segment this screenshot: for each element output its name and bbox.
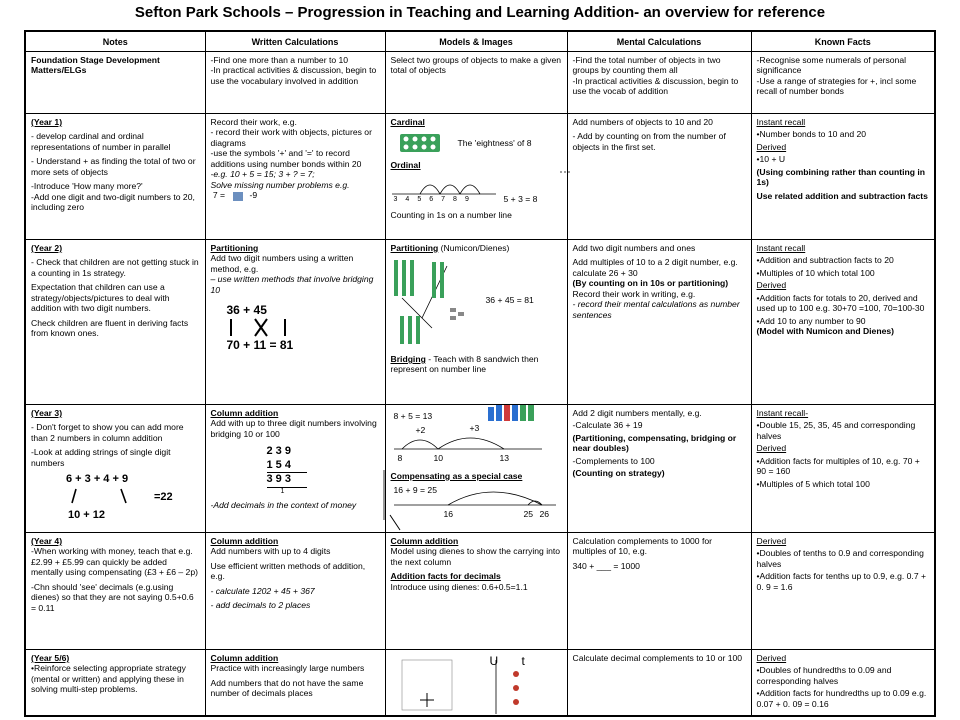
year4-models: Column addition Model using dienes to show the carrying into the next column Addition facts for decimals Introduce using dienes: 0.6+0.5=1.1 (385, 533, 567, 650)
year1-written: Record their work, e.g. - record their work with objects, pictures or diagrams -use the symbols '+' and '=' to record additions using number bonds within 20 -e.g. 10 + 5 = 15; 3 + ? = 7; Solve missing number problems e.g. 7 = -9 (205, 114, 385, 240)
partition-sketch-bottom: 70 + 11 = 81 (226, 338, 294, 353)
foundation-mental: -Find the total number of objects in two groups by counting them all -In practical activities & discussion, begin to use the vocab of addition (567, 52, 751, 114)
ordinal-caption: Counting in 1s on a number line (390, 210, 512, 220)
row-year56 (25, 650, 935, 716)
number-line-ticks: 3 4 5 6 7 8 9 (393, 196, 469, 203)
page-title: Sefton Park Schools – Progression in Teaching and Learning Addition- an overview for reference (134, 4, 826, 21)
foundation-notes: Foundation Stage Development Matters/ELGs (25, 52, 205, 114)
year2-facts: Instant recall • Addition and subtraction facts to 20 • Multiples of 10 which total 100 Derived • Addition facts for totals to 20, derived and used up to 100 e.g. 30+70 =100, 70=100-30 • Add 10 to any number to 90 (Model with Numicon and Dienes) (751, 240, 935, 405)
string-sum-bottom: 10 + 12 (68, 509, 106, 521)
bridging-sum: 8 + 5 = 13 (393, 411, 433, 421)
numicon-eight-icon (400, 134, 440, 152)
string-sum-lines-icon (66, 487, 156, 505)
year4-written: Column addition Add numbers with up to 4 digits Use efficient written methods of addition, e.g. - calculate 1202 + 45 + 367 - add decimals to 2 places (205, 533, 385, 650)
year56-written: Column addition Practice with increasingly large numbers Add numbers that do not have the same number of decimals places (205, 650, 385, 716)
partition-sum: 36 + 45 = 81 (485, 295, 534, 305)
year2-models: Partitioning (Numicon/Dienes) 36 + 45 = 81 Bridging - Teach with 8 sandwich then represent on number line (385, 240, 567, 405)
missing-number-box (233, 192, 243, 201)
year3-mental: Add 2 digit numbers mentally, e.g. -Calculate 36 + 19 (Partitioning, compensating, bridging or near doubles) -Complements to 100 (Counting on strategy) (567, 405, 751, 533)
year2-mental: Add two digit numbers and ones Add multiples of 10 to a 2 digit number, e.g. calculate 26 + 30 (By counting on in 10s or partitioning) Record their work in writing, e.g. - record their mental calculations as number sentences (567, 240, 751, 405)
tenths-label: t (521, 654, 525, 668)
ordinal-label: Ordinal (390, 160, 421, 170)
year2-notes: (Year 2) - Check that children are not getting stuck in a counting in 1s strategy. Expectation that children can use a strategy/objects/pictures to deal with addition with two digit numbers. Check children are fluent in deriving facts from known ones. (25, 240, 205, 405)
year4-facts: Derived • Doubles of tenths to 0.9 and corresponding halves • Addition facts for tenths up to 0.9, e.g. 0.7 + 0. 9 = 1.6 (751, 533, 935, 650)
header-row (25, 31, 935, 52)
header-notes: Notes (25, 31, 205, 52)
units-label: U (489, 654, 499, 668)
header-models: Models & Images (385, 31, 567, 52)
row-year2 (25, 240, 935, 405)
year3-written: Column addition Add with up to three digit numbers involving bridging 10 or 100 2 3 9 1 5 4 3 9 3 1 -Add decimals in the context of money (205, 405, 385, 533)
header-facts: Known Facts (751, 31, 935, 52)
header-mental: Mental Calculations (567, 31, 751, 52)
string-sum-equals: =22 (154, 491, 173, 503)
eightness-label: The 'eightness' of 8 (457, 138, 532, 148)
year3-facts: Instant recall- • Double 15, 25, 35, 45 and corresponding halves Derived • Addition facts for multiples of 10, e.g. 70 + 90 = 160 • Multiples of 5 which total 100 (751, 405, 935, 533)
dienes-partition-icon (392, 258, 472, 346)
row-year3 (25, 405, 935, 533)
foundation-facts: -Recognise some numerals of personal significance -Use a range of strategies for +, incl some recall of number bonds (751, 52, 935, 114)
foundation-models: Select two groups of objects to make a given total of objects (385, 52, 567, 114)
string-sum-sketch: 6 + 3 + 4 + 9 (66, 473, 129, 485)
ordinal-sum: 5 + 3 = 8 (503, 194, 538, 204)
compensating-number-line (392, 481, 562, 511)
foundation-written: -Find one more than a number to 10 -In practical activities & discussion, begin to use the vocabulary involved in addition (205, 52, 385, 114)
row-foundation (25, 52, 935, 114)
year56-notes: (Year 5/6) • Reinforce selecting appropriate strategy (mental or written) and applying these in solving multi-step problems. (25, 650, 205, 716)
year3-notes: (Year 3) - Don't forget to show you can add more than 2 numbers in column addition -Look at adding strings of single digit numbers 6 + 3 + 4 + 9 =22 10 + 12 (25, 405, 205, 533)
year4-notes: (Year 4) -When working with money, teach that e.g. £2.99 + £5.99 can quickly be added mentally using compensating (£3 + £6 – 2p) -Chn should 'see' decimals (e.g.using dienes) so that they are not saying 0.5+0.6 = 0.11 (25, 533, 205, 650)
row-year1 (25, 114, 935, 240)
year1-facts: Instant recall • Number bonds to 10 and 20 Derived • 10 + U (Using combining rather than counting in 1s) Use related addition and subtraction facts (751, 114, 935, 240)
progression-table (24, 30, 936, 717)
bridging-blocks-icon (486, 405, 556, 424)
partition-lines-icon (225, 318, 345, 338)
year2-written: Partitioning Add two digit numbers using a written method, e.g. – use written methods that involve bridging 10 36 + 45 70 + 11 = 81 (205, 240, 385, 405)
year56-models (385, 650, 567, 716)
year1-notes: (Year 1) - develop cardinal and ordinal representations of number in parallel - Understand + as finding the total of two or more sets of objects -Introduce 'How many more?' -Add one digit and two-digit numbers to 20, including zero (25, 114, 205, 240)
compensating-heading: Compensating as a special case (390, 471, 523, 481)
year4-mental: Calculation complements to 1000 for multiples of 10, e.g. 340 + ___ = 1000 (567, 533, 751, 650)
year56-facts: Derived • Doubles of hundredths to 0.09 and corresponding halves • Addition facts for hundredths up to 0.09 e.g. 0.07 + 0. 09 = 0.16 (751, 650, 935, 716)
compensating-sum: 16 + 9 = 25 (393, 485, 437, 495)
row-year4 (25, 533, 935, 650)
year1-models: Cardinal The 'eightness' of 8 Ordinal 3 4 5 6 7 8 9 5 + 3 = 8 Counting in 1s on a number line (385, 114, 567, 240)
year1-mental: Add numbers of objects to 10 and 20 - Add by counting on from the number of objects in the first set. (567, 114, 751, 240)
year56-mental: Calculate decimal complements to 10 or 100 (567, 650, 751, 716)
year3-models: 8 + 5 = 13 +2 +3 8 10 13 Compensating as a special case 16 + 9 = 25 16 25 26 (385, 405, 567, 533)
partition-sketch-top: 36 + 45 (226, 303, 267, 318)
header-written: Written Calculations (205, 31, 385, 52)
